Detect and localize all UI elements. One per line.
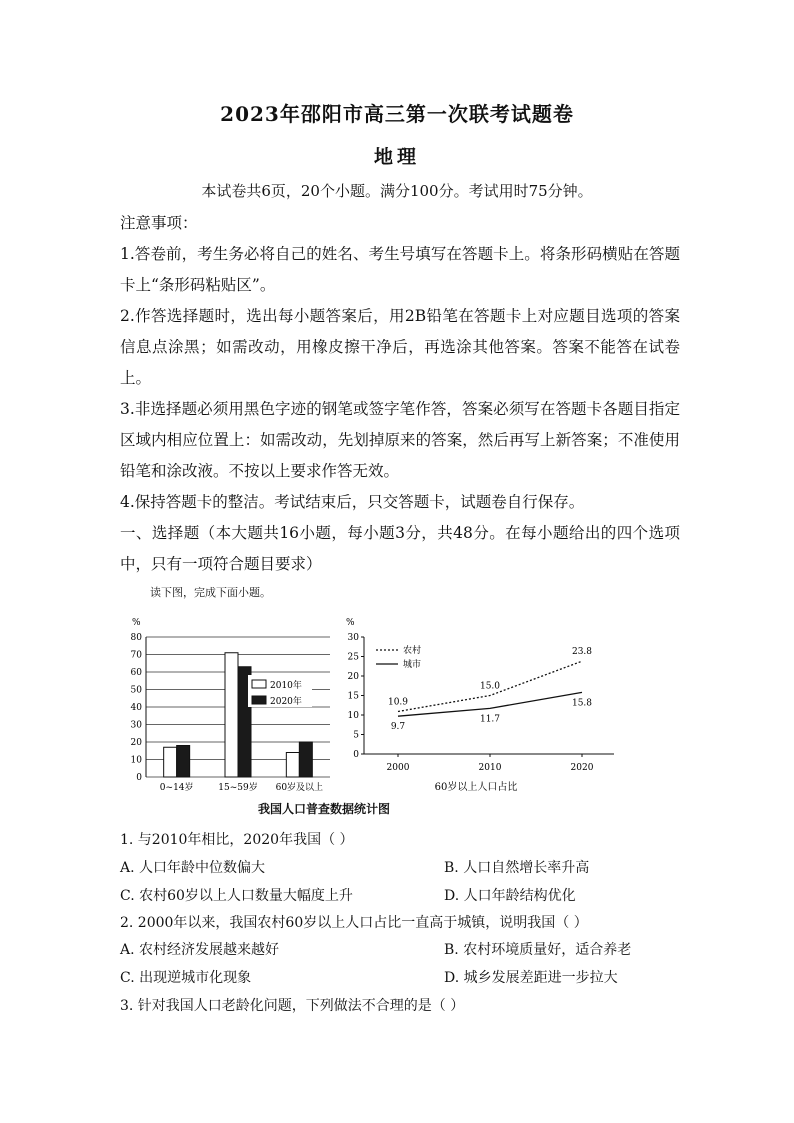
bar-y-unit: % — [132, 618, 141, 628]
line-chart — [336, 612, 626, 797]
exam-info: 本试卷共6页，20个小题。满分100分。考试用时75分钟。 — [201, 182, 593, 200]
bar-category-label: 60岁及以上 — [275, 783, 324, 793]
q1-option-c[interactable]: C. 农村60岁以上人口数量大幅度上升 — [120, 888, 353, 904]
bar-y-tick-label: 30 — [130, 720, 142, 731]
q2-option-b[interactable]: B. 农村环境质量好，适合养老 — [444, 942, 632, 958]
line-y-tick-label: 0 — [353, 750, 359, 760]
line-legend-label: 城市 — [403, 660, 422, 670]
line-value-label: 11.7 — [479, 714, 501, 725]
question-3-stem: 3. 针对我国人口老龄化问题，下列做法不合理的是（ ） — [120, 998, 465, 1014]
bar-legend-swatch — [252, 680, 266, 688]
notes-block — [120, 208, 680, 580]
bar-y-tick-label: 50 — [130, 685, 142, 696]
subject-title: 地理 — [373, 146, 420, 168]
section-heading: 一、选择题（本大题共16小题，每小题3分，共48分。在每小题给出的四个选项中，只有一项符合题目要求） — [120, 524, 680, 573]
bar-2010年-60岁及以上 — [286, 753, 299, 778]
bar-2020年-60岁及以上 — [299, 742, 312, 777]
q2-option-c[interactable]: C. 出现逆城市化现象 — [120, 970, 252, 986]
line-y-tick-label: 25 — [347, 652, 359, 663]
bar-y-tick-label: 70 — [130, 650, 142, 661]
line-value-label: 10.9 — [387, 697, 409, 708]
line-x-tick-label: 2000 — [386, 763, 410, 773]
note-item-3: 3.非选择题必须用黑色字迹的钢笔或签字笔作答，答案必须写在答题卡各题目指定区域内相应位置上：如需改动，先划掉原来的答案，然后再写上新答案；不准使用铅笔和涂改液。不按以上要求作答无效。 — [120, 400, 680, 480]
line-y-tick-label: 10 — [347, 711, 359, 721]
bar-y-tick-label: 0 — [136, 773, 142, 783]
q1-option-b[interactable]: B. 人口自然增长率升高 — [444, 860, 590, 876]
line-value-label: 9.7 — [390, 722, 406, 733]
bar-y-tick-label: 20 — [130, 738, 142, 748]
bar-legend-swatch — [252, 696, 266, 704]
line-value-label: 15.8 — [571, 698, 593, 709]
line-x-tick-label: 2020 — [570, 763, 594, 773]
bar-2010年-15~59岁 — [225, 653, 238, 777]
note-item-4: 4.保持答题卡的整洁。考试结束后，只交答题卡，试题卷自行保存。 — [120, 493, 585, 511]
line-y-tick-label: 20 — [347, 672, 359, 682]
figure-instruction: 读下图，完成下面小题。 — [150, 586, 271, 599]
q1-option-d[interactable]: D. 人口年龄结构优化 — [444, 888, 576, 904]
notes-heading: 注意事项： — [120, 214, 198, 232]
line-y-unit: % — [346, 618, 355, 628]
note-item-2: 2.作答选择题时，选出每小题答案后，用2B铅笔在答题卡上对应题目选项的答案信息点涂黑；如需改动，用橡皮擦干净后，再选涂其他答案。答案不能答在试卷上。 — [120, 307, 680, 387]
line-y-tick-label: 5 — [353, 730, 359, 741]
bar-legend-label: 2020年 — [270, 697, 302, 707]
note-item-1: 1.答卷前，考生务必将自己的姓名、考生号填写在答题卡上。将条形码横贴在答题卡上“条形码粘贴区”。 — [120, 245, 680, 294]
bar-y-tick-label: 10 — [130, 755, 142, 766]
line-value-label: 23.8 — [571, 647, 593, 658]
figure-caption: 我国人口普查数据统计图 — [258, 802, 391, 816]
exam-title: 2023年邵阳市高三第一次联考试题卷 — [220, 102, 574, 126]
bar-category-label: 15~59岁 — [218, 783, 258, 793]
line-y-tick-label: 15 — [347, 691, 359, 702]
q1-option-a[interactable]: A. 人口年龄中位数偏大 — [120, 860, 266, 876]
q2-option-a[interactable]: A. 农村经济发展越来越好 — [120, 942, 280, 958]
q2-option-d[interactable]: D. 城乡发展差距进一步拉大 — [444, 970, 618, 986]
line-x-axis-label: 60岁以上人口占比 — [434, 782, 518, 793]
bar-chart — [120, 612, 335, 797]
line-legend-label: 农村 — [403, 646, 422, 656]
bar-y-tick-label: 80 — [130, 633, 142, 643]
bar-2010年-0~14岁 — [164, 747, 177, 777]
bar-legend-label: 2010年 — [270, 681, 302, 691]
question-1-stem: 1. 与2010年相比，2020年我国（ ） — [120, 832, 354, 848]
line-y-tick-label: 30 — [347, 633, 359, 643]
bar-y-tick-label: 60 — [130, 668, 142, 678]
bar-y-tick-label: 40 — [130, 703, 142, 713]
question-2-stem: 2. 2000年以来，我国农村60岁以上人口占比一直高于城镇，说明我国（ ） — [120, 915, 588, 931]
line-value-label: 15.0 — [479, 681, 501, 692]
bar-category-label: 0~14岁 — [159, 783, 194, 793]
bar-2020年-0~14岁 — [177, 746, 190, 778]
line-x-tick-label: 2010 — [478, 763, 502, 773]
